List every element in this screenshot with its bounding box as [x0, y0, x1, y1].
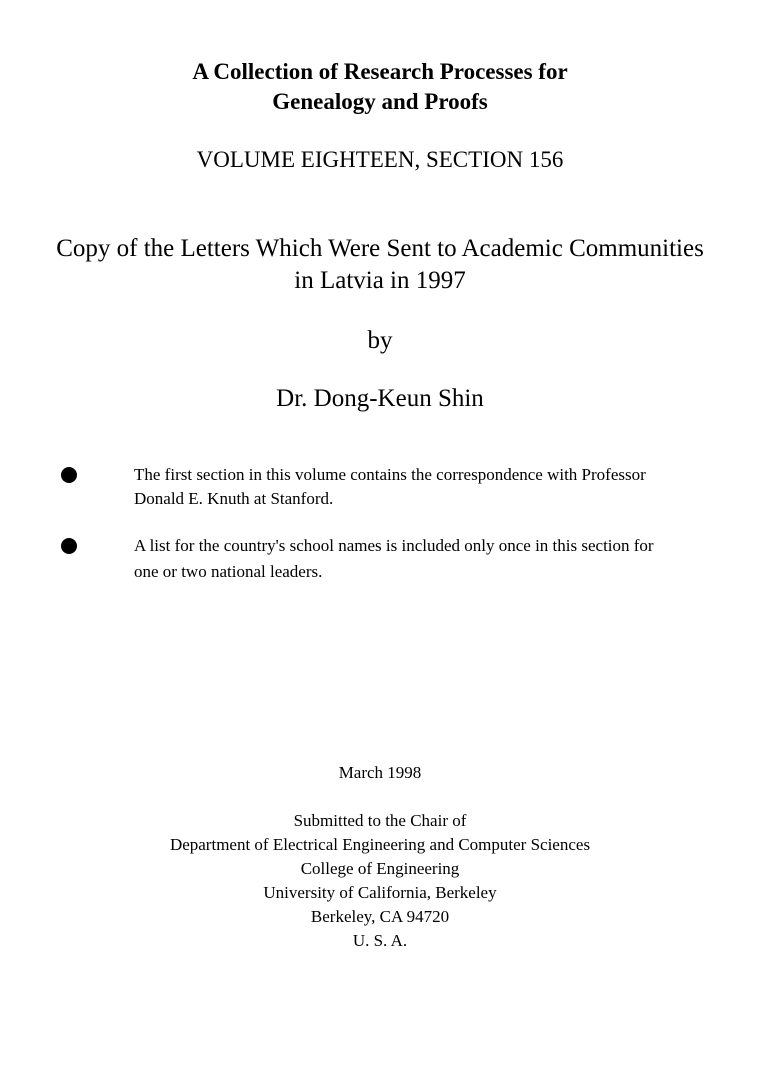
series-title-line-1: A Collection of Research Processes for [192, 59, 568, 84]
college-line: College of Engineering [300, 859, 460, 878]
note-text-line: Donald E. Knuth at Stanford. [134, 489, 334, 508]
document-title-line-1: Copy of the Letters Which Were Sent to Academic Communities [56, 235, 704, 262]
volume-heading: VOLUME EIGHTEEN, SECTION 156 [196, 147, 564, 172]
country-line: U. S. A. [352, 931, 408, 950]
bullet-icon [61, 538, 77, 554]
note-text-line: A list for the country's school names is included only once in this section for [134, 536, 654, 555]
series-title-line-2: Genealogy and Proofs [272, 89, 488, 114]
note-text-line: one or two national leaders. [134, 562, 323, 581]
date-line: March 1998 [338, 763, 422, 782]
note-text-line: The first section in this volume contains the correspondence with Professor [134, 465, 646, 484]
city-line: Berkeley, CA 94720 [310, 907, 450, 926]
byline-by: by [367, 327, 393, 354]
document-title-line-2: in Latvia in 1997 [294, 267, 466, 294]
author-name: Dr. Dong-Keun Shin [276, 385, 484, 412]
department-line: Department of Electrical Engineering and Computer Sciences [169, 835, 591, 854]
university-line: University of California, Berkeley [263, 883, 497, 902]
submitted-line: Submitted to the Chair of [293, 811, 467, 830]
bullet-icon [61, 467, 77, 483]
